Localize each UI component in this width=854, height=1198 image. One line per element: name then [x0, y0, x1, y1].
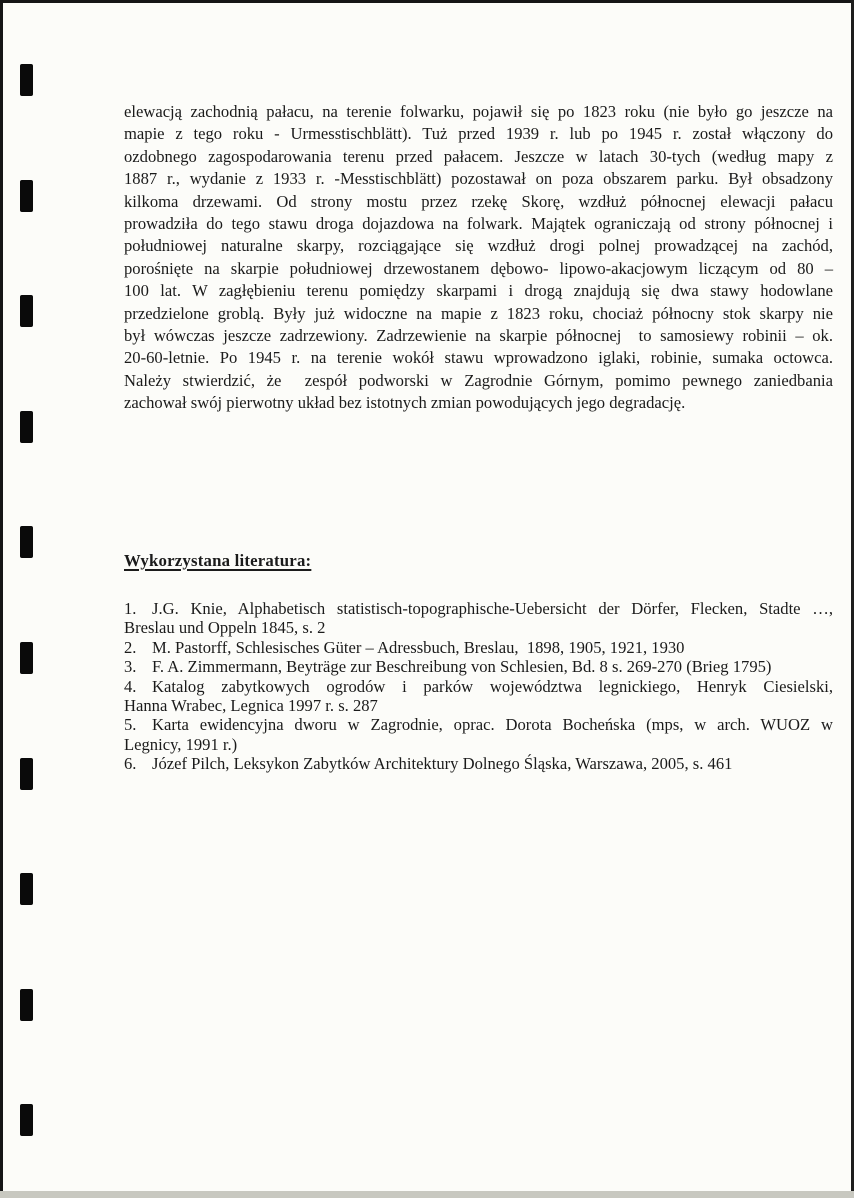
- literature-heading: Wykorzystana literatura:: [124, 551, 312, 570]
- literature-item: 6. Józef Pilch, Leksykon Zabytków Architektury Dolnego Śląska, Warszawa, 2005, s. 461: [124, 754, 733, 774]
- binding-mark: [20, 1104, 33, 1136]
- literature-item-number: 2.: [124, 637, 137, 657]
- binding-mark: [20, 989, 33, 1021]
- scan-edge-bottom: [0, 1191, 854, 1198]
- binding-mark: [20, 642, 33, 674]
- binding-mark: [20, 295, 33, 327]
- paragraph-line: przedzielone groblą. Były już widoczne na mapie z 1823 roku, chociaż północny stok skarpy nie: [124, 303, 833, 323]
- literature-item-number: 5.: [124, 715, 137, 735]
- scan-edge-top: [0, 0, 854, 3]
- literature-item-continuation: Legnicy, 1991 r.): [124, 734, 238, 754]
- paragraph-line: zachował swój pierwotny układ bez istotnych zmian powodujących jego degradację.: [124, 393, 686, 413]
- literature-list: [124, 599, 833, 774]
- paragraph-line: mapie z tego roku - Urmesstischblätt). Tuż przed 1939 r. lub po 1945 r. został włączony do: [124, 124, 833, 144]
- paragraph-line: Należy stwierdzić, że zespół podworski w Zagrodnie Górnym, pomimo pewnego zaniedbania: [124, 370, 833, 390]
- binding-mark: [20, 180, 33, 212]
- paragraph-line: porośnięte na skarpie południowej drzewostanem dębowo- lipowo-akacjowym liczącym od 80 –: [124, 258, 833, 278]
- binding-mark: [20, 526, 33, 558]
- literature-item-continuation: Breslau und Oppeln 1845, s. 2: [124, 618, 326, 638]
- paragraph-line: 20-60-letnie. Po 1945 r. na terenie wokół stawu wprowadzono iglaki, robinie, sumaka octowca.: [124, 348, 833, 368]
- binding-mark: [20, 411, 33, 443]
- literature-item: 5. Karta ewidencyjna dworu w Zagrodnie, oprac. Dorota Bocheńska (mps, w arch. WUOZ w: [124, 715, 833, 735]
- paragraph-line: 1887 r., wydanie z 1933 r. -Messtischblätt) pozostawał on poza obszarem parku. Był obsadzony: [124, 169, 833, 189]
- paragraph-line: elewacją zachodnią pałacu, na terenie folwarku, pojawił się po 1823 roku (nie było go jeszcze na: [124, 102, 833, 121]
- binding-mark: [20, 873, 33, 905]
- literature-item: 2. M. Pastorff, Schlesisches Güter – Adressbuch, Breslau, 1898, 1905, 1921, 1930: [124, 637, 685, 657]
- literature-item: 3. F. A. Zimmermann, Beyträge zur Beschreibung von Schlesien, Bd. 8 s. 269-270 (Brieg 1795): [124, 657, 772, 677]
- paragraph-line: południowej naturalne skarpy, rozciągające się wzdłuż drogi polnej prowadzącej na zachód,: [124, 236, 833, 256]
- literature-item-number: 1.: [124, 599, 137, 618]
- paragraph-line: był wówczas jeszcze zadrzewiony. Zadrzewienie na skarpie północnej to samosiewy robinii – ok.: [124, 326, 833, 346]
- paragraph-line: 100 lat. W zagłębieniu terenu pomiędzy skarpami i drogą znajdują się dwa stawy hodowlane: [124, 281, 833, 301]
- binding-mark: [20, 64, 33, 96]
- paragraph-line: prowadziła do tego stawu droga dojazdowa na folwark. Majątek ograniczają od strony północnej i: [124, 214, 833, 234]
- binding-mark: [20, 758, 33, 790]
- literature-item-continuation: Hanna Wrabec, Legnica 1997 r. s. 287: [124, 696, 378, 716]
- literature-item-number: 4.: [124, 676, 137, 696]
- paragraph-line: ozdobnego zagospodarowania terenu przed pałacem. Jeszcze w latach 30-tych (według mapy z: [124, 146, 833, 166]
- scan-edge-left: [0, 0, 3, 1198]
- literature-item: 4. Katalog zabytkowych ogrodów i parków województwa legnickiego, Henryk Ciesielski,: [124, 676, 833, 696]
- literature-item: 1. J.G. Knie, Alphabetisch statistisch-topographische-Uebersicht der Dörfer, Flecken, Stadte …,: [124, 599, 833, 618]
- literature-item-number: 3.: [124, 657, 137, 677]
- literature-item-number: 6.: [124, 754, 137, 774]
- body-paragraph: [124, 101, 833, 415]
- paragraph-line: kilkoma drzewami. Od strony mostu przez rzekę Skorę, wzdłuż północnej elewacji pałacu: [124, 191, 833, 211]
